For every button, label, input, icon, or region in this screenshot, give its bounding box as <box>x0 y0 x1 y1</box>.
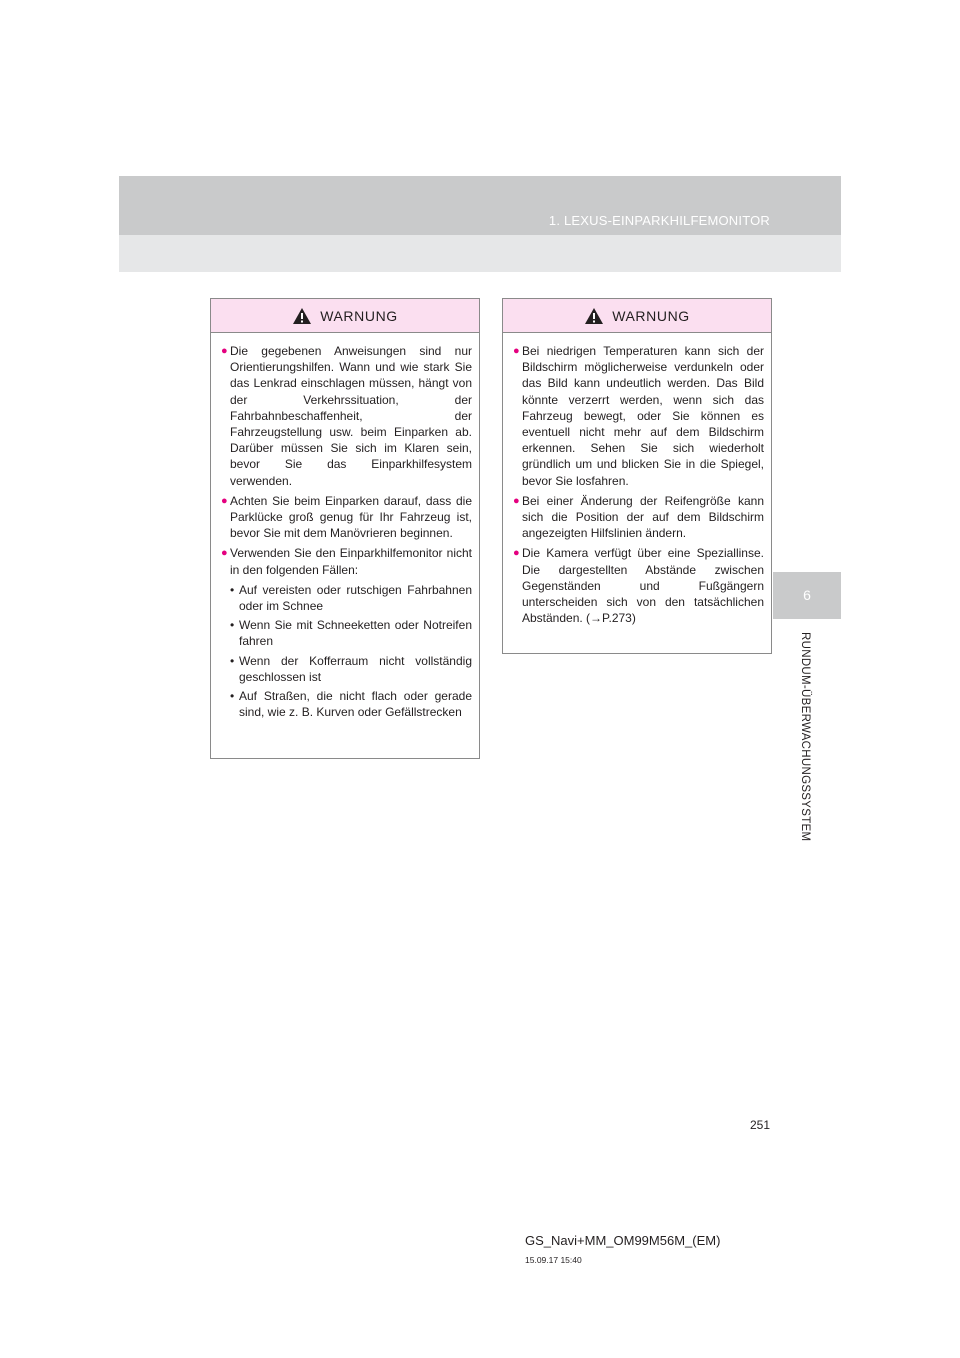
warning-item <box>221 493 472 542</box>
warning-subitem <box>230 617 472 649</box>
warning-item <box>513 493 764 542</box>
warning-item <box>221 343 472 489</box>
warning-subitem-text: Auf Straßen, die nicht flach oder gerade sind, wie z. B. Kurven oder Gefällstrecken <box>239 689 472 720</box>
sub-bullet-icon: • <box>230 653 235 668</box>
page-number: 251 <box>749 1118 770 1132</box>
warning-item <box>221 545 472 577</box>
warning-item-text: Die gegebenen Anweisungen sind nur Orientierungshilfen. Wann und wie stark Sie das Lenkrad einschlagen müssen, hängt von der Verkehrssituation, der Fahrbahnbeschaffenheit, der Fahrzeugstellung usw. beim Einparken ab. Darüber müssen Sie sich im Klaren sein, bevor Sie das Einparkhilfesystem verwenden. <box>230 344 472 488</box>
bullet-icon: ● <box>513 494 520 507</box>
page-reference-link[interactable]: →P.273) <box>590 611 636 626</box>
warning-body <box>503 333 771 626</box>
warning-item-text: Bei einer Änderung der Reifengröße kann sich die Position der auf dem Bildschirm angezeigten Hilfslinien ändern. <box>522 493 764 541</box>
chapter-number: 6 <box>803 587 811 603</box>
warning-subitem <box>230 688 472 720</box>
sub-bullet-icon: • <box>230 689 235 704</box>
warning-item-text-main: Die Kamera verfügt über eine Speziallinse. Die dargestellten Abstände zwischen Gegenständen und Fußgängern unterscheiden sich von den tatsächlichen Abständen. ( <box>522 546 764 626</box>
bullet-icon: ● <box>221 345 228 357</box>
warning-item <box>513 545 764 626</box>
print-timestamp: 15.09.17 15:40 <box>525 1255 582 1265</box>
warning-subitem-text: Auf vereisten oder rutschigen Fahrbahnen oder im Schnee <box>239 582 472 614</box>
bullet-icon: ● <box>513 547 520 560</box>
chapter-tab <box>773 572 841 619</box>
warning-triangle-icon <box>584 307 604 325</box>
warning-item-text: Achten Sie beim Einparken darauf, dass die Parklücke groß genug für Ihr Fahrzeug ist, bevor Sie mit dem Manövrieren beginnen. <box>230 493 472 541</box>
section-title: 1. LEXUS-EINPARKHILFEMONITOR <box>548 213 770 228</box>
bullet-icon: ● <box>513 345 520 357</box>
document-code: GS_Navi+MM_OM99M56M_(EM) <box>525 1233 721 1248</box>
warning-subitem-text: Wenn der Kofferraum nicht vollständig geschlossen ist <box>239 653 472 684</box>
bullet-icon: ● <box>221 494 228 507</box>
warning-subitem-text: Wenn Sie mit Schneeketten oder Notreifen fahren <box>239 618 472 649</box>
chapter-side-title: RUNDUM-ÜBERWACHUNGSSYSTEM <box>799 632 811 842</box>
warning-body <box>211 333 479 720</box>
warning-item-text: Verwenden Sie den Einparkhilfemonitor nicht in den folgenden Fällen: <box>230 546 472 577</box>
warning-item-text <box>522 545 764 626</box>
warning-item <box>513 343 764 489</box>
warning-subitem <box>230 653 472 685</box>
warning-subitem <box>230 582 472 614</box>
warning-item-text: Bei niedrigen Temperaturen kann sich der Bildschirm möglicherweise verdunkeln oder das Bild kann undeutlich werden. Das Bild könnte verzerrt werden, wenn sich das Fahrzeug bewegt, oder Sie können es eventuell nicht mehr auf dem Bildschirm erkennen. Sehen Sie sich wiederholt gründlich um und blicken Sie in die Spiegel, bevor Sie losfahren. <box>522 344 764 488</box>
warning-triangle-icon <box>292 307 312 325</box>
sub-bullet-icon: • <box>230 582 235 597</box>
bullet-icon: ● <box>221 547 228 560</box>
warning-header <box>503 299 771 333</box>
warning-heading: WARNUNG <box>612 307 690 324</box>
sub-bullet-icon: • <box>230 618 235 633</box>
warning-box-right <box>502 298 772 654</box>
warning-box-left <box>210 298 480 759</box>
warning-heading: WARNUNG <box>320 307 398 324</box>
warning-header <box>211 299 479 333</box>
